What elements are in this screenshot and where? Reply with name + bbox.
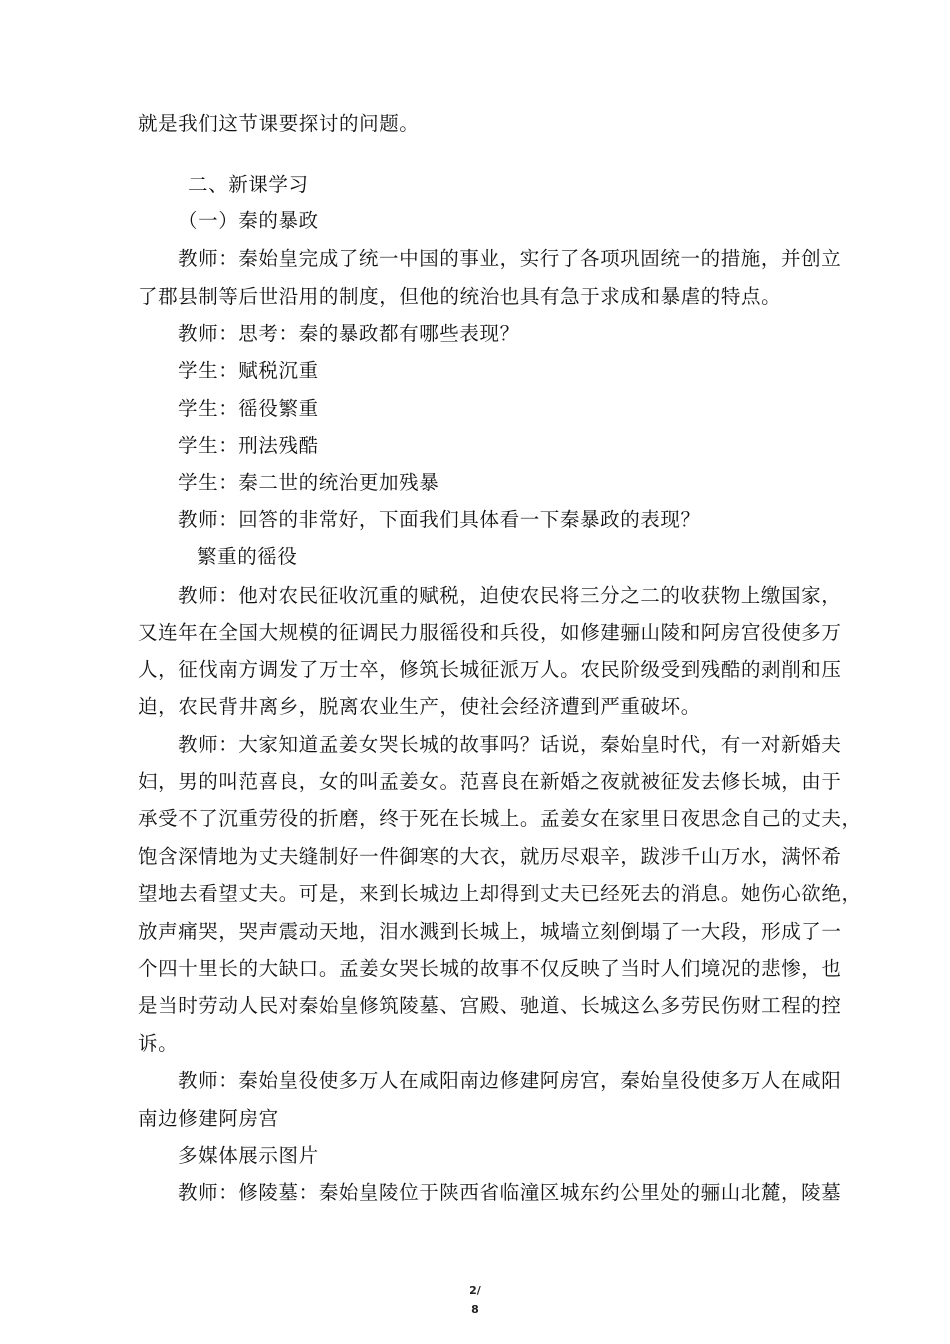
- paragraph-line: 诉。: [138, 1032, 179, 1055]
- page-number-current: 2/: [469, 1284, 481, 1297]
- paragraph-line: 了郡县制等后世沿用的制度，但他的统治也具有急于求成和暴虐的特点。: [138, 285, 782, 308]
- paragraph-line: 多媒体展示图片: [178, 1144, 319, 1167]
- paragraph-line: 饱含深情地为丈夫缝制好一件御寒的大衣，就历尽艰辛，跋涉千山万水，满怀希: [138, 845, 842, 868]
- page-number-total: 8: [471, 1303, 479, 1316]
- paragraph-line: 学生：刑法残酷: [178, 434, 319, 457]
- paragraph-line: 是当时劳动人民对秦始皇修筑陵墓、宫殿、驰道、长城这么多劳民伤财工程的控: [138, 994, 842, 1017]
- paragraph-line: 教师：他对农民征收沉重的赋税，迫使农民将三分之二的收获物上缴国家，: [178, 584, 842, 607]
- paragraph-line: 又连年在全国大规模的征调民力服徭役和兵役，如修建骊山陵和阿房宫役使多万: [138, 621, 842, 644]
- paragraph-line: 放声痛哭，哭声震动天地，泪水溅到长城上，城墙立刻倒塌了一大段，形成了一: [138, 920, 842, 943]
- paragraph-line: 学生：徭役繁重: [178, 397, 319, 420]
- paragraph-line: 望地去看望丈夫。可是，来到长城边上却得到丈夫已经死去的消息。她伤心欲绝，: [138, 882, 862, 905]
- paragraph-line: 就是我们这节课要探讨的问题。: [138, 112, 420, 135]
- section-heading: 二、新课学习: [188, 173, 309, 196]
- subsection-heading: 繁重的徭役: [197, 545, 298, 568]
- paragraph-line: 学生：秦二世的统治更加残暴: [178, 471, 440, 494]
- paragraph-line: 教师：修陵墓：秦始皇陵位于陕西省临潼区城东约公里处的骊山北麓，陵墓: [178, 1181, 842, 1204]
- paragraph-line: 个四十里长的大缺口。孟姜女哭长城的故事不仅反映了当时人们境况的悲惨，也: [138, 957, 842, 980]
- paragraph-line: 承受不了沉重劳役的折磨，终于死在长城上。孟姜女在家里日夜思念自己的丈夫，: [138, 807, 862, 830]
- paragraph-line: 妇，男的叫范喜良，女的叫孟姜女。范喜良在新婚之夜就被征发去修长城，由于: [138, 770, 842, 793]
- paragraph-line: 教师：回答的非常好，下面我们具体看一下秦暴政的表现？: [178, 508, 701, 531]
- paragraph-line: 迫，农民背井离乡，脱离农业生产，使社会经济遭到严重破坏。: [138, 695, 701, 718]
- paragraph-line: 教师：秦始皇役使多万人在咸阳南边修建阿房宫，秦始皇役使多万人在咸阳: [178, 1069, 842, 1092]
- subsection-heading: （一）秦的暴政: [178, 209, 319, 232]
- paragraph-line: 教师：思考：秦的暴政都有哪些表现？: [178, 322, 520, 345]
- paragraph-line: 教师：秦始皇完成了统一中国的事业，实行了各项巩固统一的措施，并创立: [178, 247, 842, 270]
- paragraph-line: 教师：大家知道孟姜女哭长城的故事吗？话说，秦始皇时代，有一对新婚夫: [178, 733, 842, 756]
- paragraph-line: 学生：赋税沉重: [178, 359, 319, 382]
- paragraph-line: 南边修建阿房宫: [138, 1107, 279, 1130]
- paragraph-line: 人，征伐南方调发了万士卒，修筑长城征派万人。农民阶级受到残酷的剥削和压: [138, 658, 842, 681]
